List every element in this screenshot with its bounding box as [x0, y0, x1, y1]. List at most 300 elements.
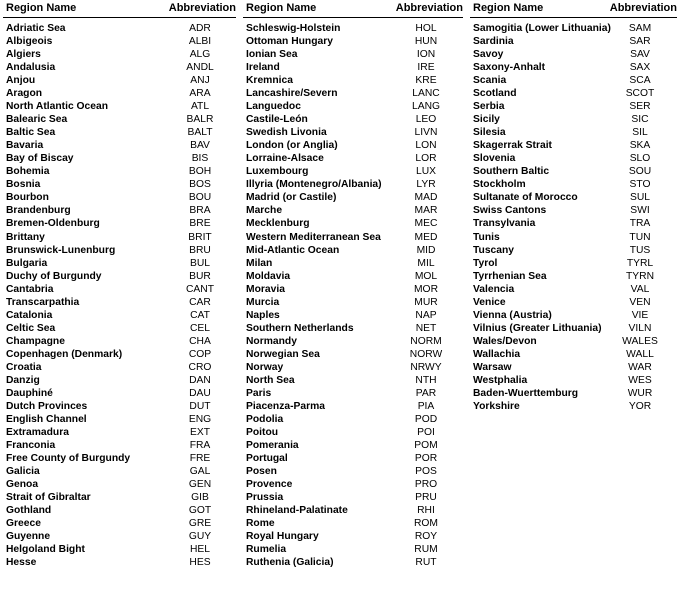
region-abbreviation: PRU — [415, 492, 437, 504]
region-abbreviation: POS — [415, 466, 437, 478]
region-name: Normandy — [246, 335, 297, 347]
abbreviation-header: Abbreviation — [395, 2, 463, 14]
table-row — [3, 35, 236, 48]
table-row — [243, 22, 463, 35]
region-name: Schleswig-Holstein — [246, 23, 341, 34]
region-abbreviation: WALES — [622, 335, 658, 347]
region-abbreviation: MIL — [417, 257, 435, 269]
region-abbreviation: LON — [415, 140, 437, 152]
table-row — [243, 35, 463, 48]
region-abbreviation: CAT — [190, 309, 210, 321]
region-abbreviation: PAR — [415, 387, 437, 399]
table-row — [243, 100, 463, 113]
region-abbreviation: TUN — [629, 231, 651, 243]
region-abbreviation: MAD — [414, 192, 438, 204]
region-abbreviation: CAR — [189, 296, 211, 308]
table-row — [243, 556, 463, 569]
region-abbreviation: PRO — [414, 479, 438, 491]
region-name: English Channel — [6, 413, 87, 425]
column-header — [470, 0, 677, 18]
region-name: Southern Baltic — [473, 166, 550, 178]
region-abbreviation: SLO — [629, 153, 651, 165]
region-name: Aragon — [6, 88, 43, 100]
table-row — [243, 400, 463, 413]
table-row — [3, 61, 236, 74]
table-row — [243, 217, 463, 230]
table-row — [470, 165, 677, 178]
column-rows — [470, 22, 677, 413]
region-abbreviation: ION — [416, 49, 436, 61]
region-abbreviation: VAL — [630, 283, 650, 295]
table-row — [3, 178, 236, 191]
region-abbreviation: ARA — [189, 88, 211, 100]
region-name: Paris — [246, 387, 272, 399]
table-row — [3, 126, 236, 139]
region-name: Venice — [473, 296, 506, 308]
table-row — [243, 439, 463, 452]
region-abbreviation: ALG — [189, 49, 211, 61]
region-abbreviation: BRU — [189, 244, 211, 256]
region-abbreviation: ALBI — [188, 36, 212, 48]
table-row — [243, 426, 463, 439]
region-name: Ottoman Hungary — [246, 36, 333, 48]
region-abbreviation: CANT — [185, 283, 215, 295]
region-abbreviation: DAU — [189, 387, 211, 399]
table-row — [470, 100, 677, 113]
region-abbreviation: TUS — [629, 244, 651, 256]
region-abbreviation: HOL — [415, 23, 437, 34]
region-name: Rome — [246, 518, 275, 530]
table-row — [3, 296, 236, 309]
region-name: Ireland — [246, 62, 280, 74]
region-name: Poitou — [246, 426, 279, 438]
table-row — [470, 61, 677, 74]
table-row — [3, 100, 236, 113]
region-name: Samogitia (Lower Lithuania) — [473, 23, 611, 34]
table-row — [3, 556, 236, 569]
region-name: Galicia — [6, 466, 40, 478]
region-abbreviation: GOT — [188, 505, 212, 517]
region-abbreviation: RHI — [417, 505, 435, 517]
region-name: Silesia — [473, 127, 506, 139]
region-name: Naples — [246, 309, 280, 321]
region-name-header: Region Name — [6, 2, 77, 14]
table-row — [470, 231, 677, 244]
table-row — [243, 374, 463, 387]
table-row — [470, 126, 677, 139]
region-abbreviation: MOR — [413, 283, 439, 295]
table-row — [470, 257, 677, 270]
region-name: Mid-Atlantic Ocean — [246, 244, 340, 256]
region-abbreviation: LIVN — [414, 127, 438, 139]
table-row — [243, 87, 463, 100]
table-row — [243, 257, 463, 270]
region-abbreviation: BALR — [186, 114, 214, 126]
region-abbreviation: WUR — [627, 387, 653, 399]
region-abbreviation: ANJ — [190, 75, 210, 87]
region-name: Lancashire/Severn — [246, 88, 338, 100]
region-name: Moravia — [246, 283, 285, 295]
region-abbreviation: WAR — [628, 361, 652, 373]
region-name: Cantabria — [6, 283, 54, 295]
table-row — [243, 322, 463, 335]
table-row — [470, 361, 677, 374]
region-name: Rhineland-Palatinate — [246, 505, 348, 517]
table-row — [470, 387, 677, 400]
table-row — [470, 191, 677, 204]
table-row — [3, 504, 236, 517]
region-name: Bourbon — [6, 192, 49, 204]
region-name: Bavaria — [6, 140, 44, 152]
region-abbreviation: HES — [189, 557, 211, 569]
region-name: Southern Netherlands — [246, 322, 354, 334]
table-row — [470, 296, 677, 309]
table-row — [3, 217, 236, 230]
table-row — [3, 374, 236, 387]
table-row — [243, 452, 463, 465]
region-name: Slovenia — [473, 153, 516, 165]
table-row — [3, 309, 236, 322]
region-name: Scotland — [473, 88, 517, 100]
region-name: Balearic Sea — [6, 114, 68, 126]
region-abbreviation: SCOT — [625, 88, 655, 100]
region-name: Tyrrhenian Sea — [473, 270, 547, 282]
region-abbreviation: SER — [629, 101, 651, 113]
region-name: Swiss Cantons — [473, 205, 547, 217]
region-name: North Atlantic Ocean — [6, 101, 109, 113]
region-name: Westphalia — [473, 374, 528, 386]
region-name: Catalonia — [6, 309, 53, 321]
region-abbreviation: RUM — [414, 544, 438, 556]
region-abbreviation: BOH — [188, 166, 212, 178]
region-name: Saxony-Anhalt — [473, 62, 546, 74]
region-abbreviation: ADR — [189, 23, 211, 34]
region-abbreviation: TYRN — [625, 270, 655, 282]
table-row — [243, 165, 463, 178]
table-row — [243, 387, 463, 400]
region-abbreviation: CRO — [188, 361, 212, 373]
table-row — [470, 309, 677, 322]
table-row — [243, 335, 463, 348]
table-row — [3, 139, 236, 152]
table-row — [3, 257, 236, 270]
region-name: Vienna (Austria) — [473, 309, 552, 321]
region-name: Tyrol — [473, 257, 498, 269]
region-name: Pomerania — [246, 440, 299, 451]
table-row — [243, 283, 463, 296]
table-row — [470, 400, 677, 413]
region-abbreviation: MEC — [414, 218, 438, 230]
region-name: Madrid (or Castile) — [246, 192, 337, 204]
region-name: Ruthenia (Galicia) — [246, 557, 334, 569]
region-name: Portugal — [246, 453, 288, 465]
table-row — [3, 74, 236, 87]
table-row — [3, 517, 236, 530]
region-name: Piacenza-Parma — [246, 400, 325, 412]
region-name: Guyenne — [6, 531, 51, 543]
table-row — [3, 191, 236, 204]
region-name: Castile-León — [246, 114, 308, 126]
table-row — [3, 478, 236, 491]
table-row — [243, 231, 463, 244]
region-abbreviation: NTH — [415, 374, 437, 386]
region-abbreviation: POI — [417, 426, 435, 438]
region-abbreviation: WALL — [626, 348, 654, 360]
column-header — [3, 0, 236, 18]
table-row — [3, 231, 236, 244]
region-name: Champagne — [6, 335, 65, 347]
region-name: Celtic Sea — [6, 322, 56, 334]
region-abbreviation: POM — [414, 440, 438, 451]
table-row — [470, 35, 677, 48]
region-abbreviation: TRA — [629, 218, 651, 230]
table-row — [3, 270, 236, 283]
region-name: Bulgaria — [6, 257, 48, 269]
table-row — [243, 191, 463, 204]
table-row — [470, 217, 677, 230]
region-name: Lorraine-Alsace — [246, 153, 324, 165]
region-name: Gothland — [6, 505, 52, 517]
region-name: Free County of Burgundy — [6, 453, 131, 465]
region-name: Western Mediterranean Sea — [246, 231, 381, 243]
table-row — [3, 491, 236, 504]
region-abbreviation: GEN — [188, 479, 212, 491]
region-abbreviation: LANG — [411, 101, 441, 113]
region-name: Sardinia — [473, 36, 514, 48]
region-abbreviation: POR — [414, 453, 438, 465]
region-name: Dauphiné — [6, 387, 53, 399]
table-row — [243, 465, 463, 478]
region-name: Albigeois — [6, 36, 53, 48]
table-row — [243, 152, 463, 165]
table-row — [3, 335, 236, 348]
region-abbreviation: STO — [629, 179, 651, 191]
region-name: Extramadura — [6, 426, 69, 438]
region-abbreviation: SWI — [630, 205, 650, 217]
region-name: Valencia — [473, 283, 515, 295]
table-row — [243, 61, 463, 74]
table-row — [3, 348, 236, 361]
region-abbreviation: GAL — [189, 466, 211, 478]
region-abbreviation: VEN — [629, 296, 651, 308]
region-abbreviation: ROY — [414, 531, 438, 543]
region-name: North Sea — [246, 374, 295, 386]
region-abbreviation: GIB — [191, 492, 209, 504]
region-abbreviation: MID — [416, 244, 436, 256]
region-abbreviation: COP — [188, 348, 212, 360]
region-name: Bosnia — [6, 179, 41, 191]
region-name: Algiers — [6, 49, 41, 61]
region-name: Rumelia — [246, 544, 287, 556]
region-abbreviation: TYRL — [626, 257, 654, 269]
region-name: Baltic Sea — [6, 127, 56, 139]
region-name: Tunis — [473, 231, 500, 243]
region-name: Dutch Provinces — [6, 400, 88, 412]
table-row — [243, 309, 463, 322]
region-name: Copenhagen (Denmark) — [6, 348, 123, 360]
column-rows — [3, 22, 236, 569]
region-abbreviation: LOR — [415, 153, 437, 165]
region-abbreviation: FRA — [189, 440, 211, 451]
abbreviation-header: Abbreviation — [168, 2, 236, 14]
region-abbreviation: MED — [414, 231, 438, 243]
region-name: Duchy of Burgundy — [6, 270, 102, 282]
table-row — [243, 74, 463, 87]
region-abbreviation: CEL — [189, 322, 211, 334]
region-name: Genoa — [6, 479, 39, 491]
table-row — [470, 348, 677, 361]
table-row — [243, 244, 463, 257]
table-row — [470, 244, 677, 257]
region-abbreviation: ENG — [188, 413, 212, 425]
region-name: Transcarpathia — [6, 296, 80, 308]
table-row — [243, 178, 463, 191]
region-abbreviation: ROM — [413, 518, 439, 530]
region-abbreviation: NRWY — [410, 361, 442, 373]
region-abbreviation: SAX — [629, 62, 651, 74]
region-abbreviation: SKA — [629, 140, 651, 152]
region-abbreviation: SOU — [628, 166, 652, 178]
table-row — [243, 361, 463, 374]
region-name: Bohemia — [6, 166, 50, 178]
table-row — [470, 74, 677, 87]
region-abbreviation: POD — [414, 413, 438, 425]
region-name: Danzig — [6, 374, 40, 386]
region-abbreviation: CHA — [189, 335, 211, 347]
region-abbreviation: BRA — [189, 205, 211, 217]
region-name: Warsaw — [473, 361, 512, 373]
table-row — [470, 283, 677, 296]
table-row — [243, 517, 463, 530]
region-name: Norway — [246, 361, 284, 373]
column-header — [243, 0, 463, 18]
region-abbreviation: SIC — [631, 114, 649, 126]
column-rows — [243, 22, 463, 569]
table-row — [470, 204, 677, 217]
table-row — [470, 87, 677, 100]
table-row — [243, 296, 463, 309]
region-abbreviation: BOU — [188, 192, 212, 204]
region-abbreviation: BUL — [189, 257, 211, 269]
table-row — [470, 270, 677, 283]
region-name: Hesse — [6, 557, 37, 569]
region-abbreviation: LUX — [415, 166, 437, 178]
table-row — [3, 48, 236, 61]
region-abbreviation: SCA — [629, 75, 651, 87]
table-row — [3, 244, 236, 257]
table-row — [3, 322, 236, 335]
table-column-1 — [3, 0, 236, 569]
region-name: Norwegian Sea — [246, 348, 320, 360]
region-abbreviation: BALT — [187, 127, 213, 139]
region-abbreviation: ATL — [190, 101, 210, 113]
table-row — [243, 48, 463, 61]
region-abbreviation: LANC — [412, 88, 440, 100]
region-abbreviation: BRIT — [188, 231, 212, 243]
region-name: Transylvania — [473, 218, 536, 230]
table-column-2 — [243, 0, 463, 569]
region-abbreviation: BUR — [189, 270, 211, 282]
region-abbreviation: VILN — [628, 322, 652, 334]
region-abbreviation: ANDL — [186, 62, 214, 74]
table-row — [243, 126, 463, 139]
region-abbreviation: DAN — [189, 374, 211, 386]
table-row — [3, 465, 236, 478]
table-row — [470, 322, 677, 335]
region-name-header: Region Name — [473, 2, 544, 14]
region-name: Ionian Sea — [246, 49, 298, 61]
region-abbreviation: HEL — [189, 544, 211, 556]
region-abbreviation: GRE — [188, 518, 212, 530]
region-name: Brittany — [6, 231, 45, 243]
region-name: Murcia — [246, 296, 280, 308]
region-abbreviation: SIL — [632, 127, 648, 139]
table-row — [243, 504, 463, 517]
region-abbreviation: YOR — [628, 400, 652, 412]
region-abbreviation: NET — [415, 322, 437, 334]
table-row — [470, 374, 677, 387]
region-abbreviation: MUR — [414, 296, 438, 308]
region-abbreviation: EXT — [189, 426, 211, 438]
table-row — [3, 400, 236, 413]
table-row — [243, 530, 463, 543]
region-name: Adriatic Sea — [6, 23, 66, 34]
region-name: Brunswick-Lunenburg — [6, 244, 116, 256]
table-row — [3, 204, 236, 217]
region-abbreviation: SAR — [629, 36, 651, 48]
region-name: Brandenburg — [6, 205, 71, 217]
region-abbreviation: NORW — [409, 348, 443, 360]
region-name: Luxembourg — [246, 166, 309, 178]
region-name: Andalusia — [6, 62, 56, 74]
table-row — [243, 543, 463, 556]
table-row — [243, 478, 463, 491]
table-row — [3, 152, 236, 165]
region-name: Savoy — [473, 49, 504, 61]
table-row — [3, 283, 236, 296]
table-row — [243, 113, 463, 126]
region-name: Illyria (Montenegro/Albania) — [246, 179, 382, 191]
region-abbreviation: PIA — [417, 400, 435, 412]
table-row — [3, 361, 236, 374]
region-abbreviation: VIE — [631, 309, 649, 321]
region-name: Scania — [473, 75, 507, 87]
region-name: Baden-Wuerttemburg — [473, 387, 579, 399]
region-name: Posen — [246, 466, 277, 478]
region-abbreviation: RUT — [415, 557, 437, 569]
region-abbreviation: FRE — [189, 453, 211, 465]
region-name: Mecklenburg — [246, 218, 310, 230]
region-abbreviation: HUN — [414, 36, 438, 48]
region-abbreviation: LYR — [416, 179, 436, 191]
table-column-3 — [470, 0, 677, 413]
table-row — [470, 139, 677, 152]
region-name: Greece — [6, 518, 41, 530]
region-name: Moldavia — [246, 270, 291, 282]
region-name: Swedish Livonia — [246, 127, 327, 139]
region-abbreviation: GUY — [188, 531, 212, 543]
region-name: Bay of Biscay — [6, 153, 74, 165]
region-name: London (or Anglia) — [246, 140, 338, 152]
region-abbreviation: NORM — [410, 335, 442, 347]
table-row — [3, 543, 236, 556]
region-abbreviation: SAV — [630, 49, 650, 61]
table-row — [3, 22, 236, 35]
table-row — [3, 452, 236, 465]
region-abbreviation: BOS — [189, 179, 211, 191]
region-abbreviation: MOL — [414, 270, 438, 282]
table-row — [243, 139, 463, 152]
